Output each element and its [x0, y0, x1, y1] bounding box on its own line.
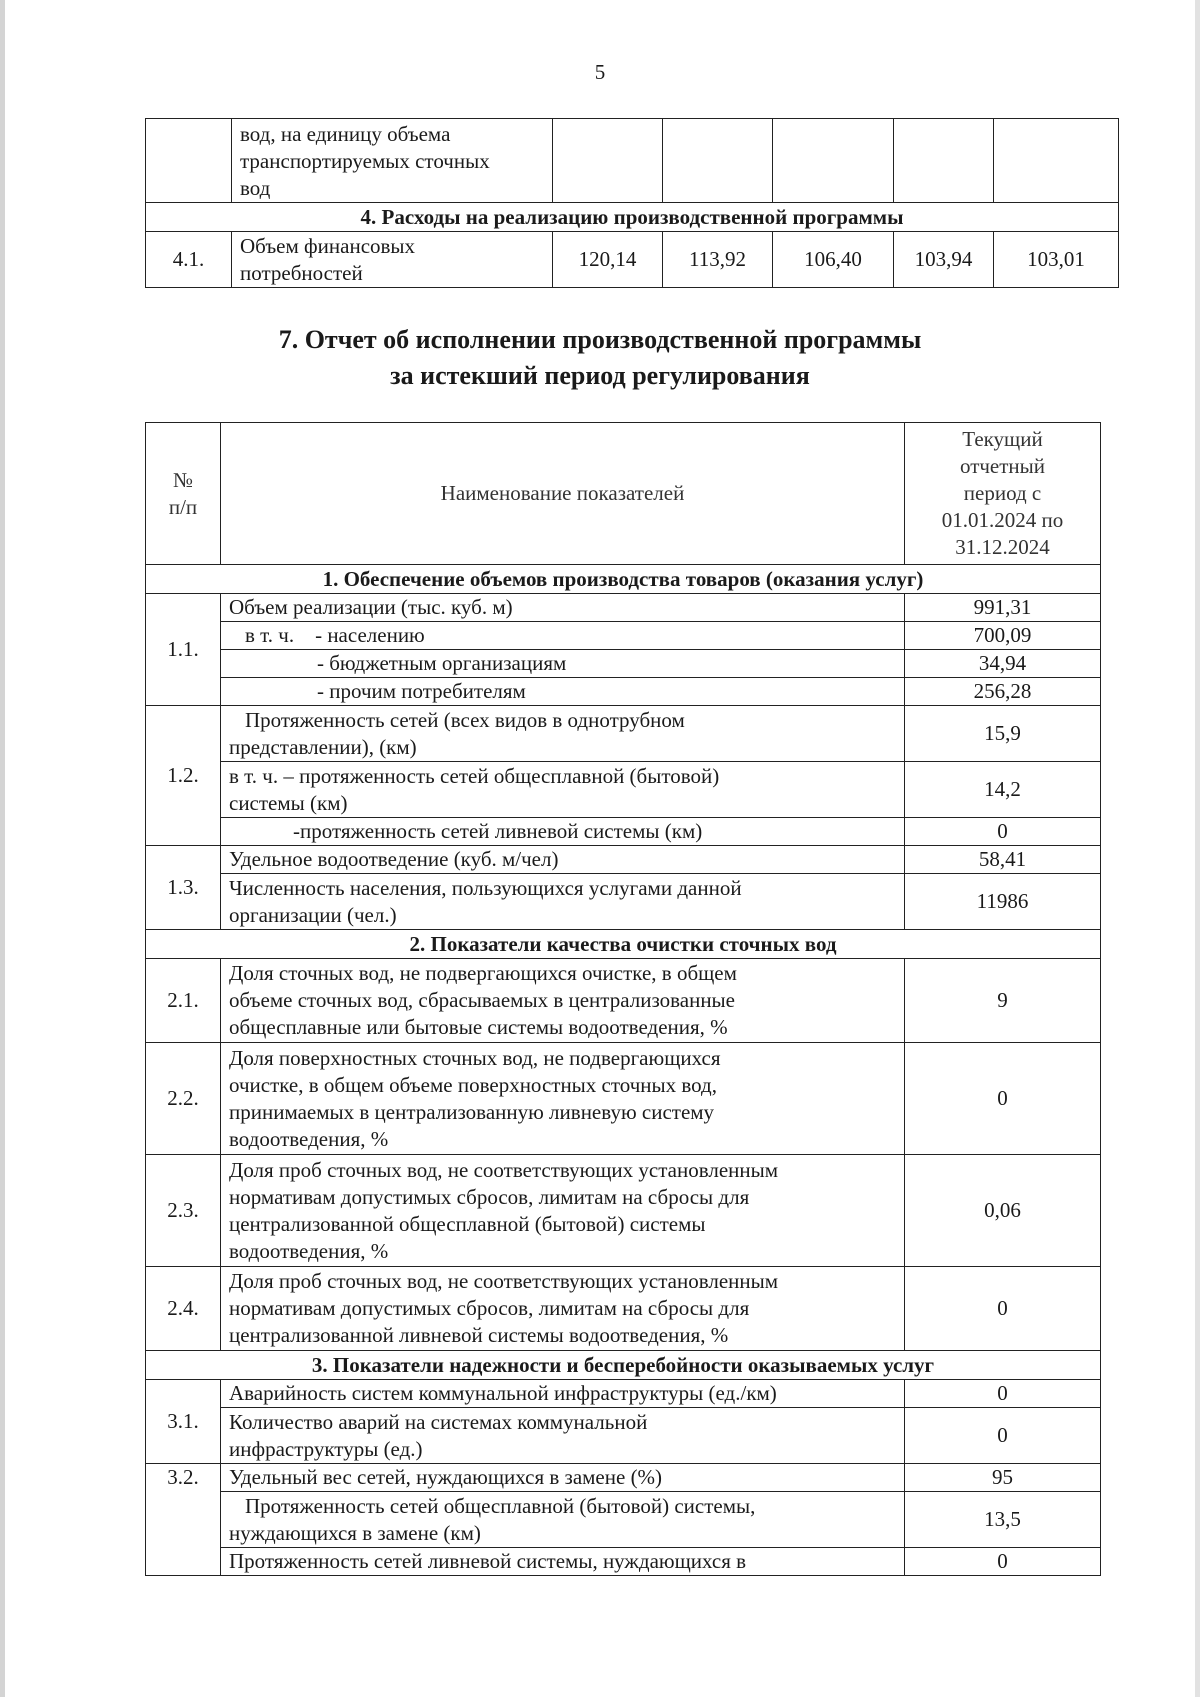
name-line: очистке, в общем объеме поверхностных сточных вод,	[229, 1072, 717, 1097]
indicator-value: 58,41	[905, 846, 1101, 874]
page-number: 5	[594, 60, 606, 84]
row-number: 4.1.	[146, 232, 232, 288]
indicator-name-cell	[232, 232, 553, 288]
value-cell: 103,01	[994, 232, 1119, 288]
indicator-name: Объем реализации (тыс. куб. м)	[221, 594, 905, 622]
indicator-value: 0	[905, 818, 1101, 846]
indicator-name	[221, 1043, 905, 1155]
name-line: вод	[240, 176, 271, 200]
name-line: организации (чел.)	[229, 902, 397, 927]
name-line: потребностей	[240, 260, 363, 285]
name-line: централизованной общесплавной (бытовой) системы	[229, 1211, 706, 1236]
section-heading: 3. Показатели надежности и бесперебойности оказываемых услуг	[146, 1351, 1101, 1380]
indicator-name: в т. ч. - населению	[221, 622, 905, 650]
header-line: 31.12.2024	[955, 535, 1050, 559]
table-row	[146, 1043, 1101, 1155]
header-line: п/п	[168, 494, 198, 519]
header-line: отчетный	[959, 454, 1046, 478]
name-line: Доля проб сточных вод, не соответствующих установленным	[229, 1157, 779, 1182]
production-program-table-continuation	[145, 118, 1119, 288]
table-row	[146, 1408, 1101, 1464]
indicator-value: 0	[905, 1043, 1101, 1155]
header-row	[146, 423, 1101, 565]
table-row	[146, 1380, 1101, 1408]
indicator-value: 95	[905, 1464, 1101, 1492]
row-number: 2.3.	[146, 1155, 221, 1267]
indicator-name-cell	[232, 119, 553, 203]
indicator-value: 700,09	[905, 622, 1101, 650]
section-heading: 1. Обеспечение объемов производства товаров (оказания услуг)	[146, 565, 1101, 594]
table-row	[146, 959, 1101, 1043]
row-number-cell	[146, 119, 232, 203]
name-line: нуждающихся в замене (км)	[229, 1520, 481, 1545]
indicator-name: Протяженность сетей ливневой системы, нуждающихся в	[221, 1548, 905, 1576]
table-row	[146, 706, 1101, 762]
name-line: Протяженность сетей общесплавной (бытовой) системы,	[245, 1493, 756, 1518]
name-line: объеме сточных вод, сбрасываемых в централизованные	[229, 988, 735, 1012]
indicator-name	[221, 1492, 905, 1548]
table-row	[146, 678, 1101, 706]
indicator-name: Удельное водоотведение (куб. м/чел)	[221, 846, 905, 874]
indicator-name	[221, 874, 905, 930]
value-cell	[663, 119, 773, 203]
name-line: централизованной ливневой системы водоотведения, %	[229, 1323, 729, 1347]
column-header-number	[146, 423, 221, 565]
table-row	[146, 622, 1101, 650]
table-row	[146, 1492, 1101, 1548]
row-number: 2.1.	[146, 959, 221, 1043]
section-heading: 4. Расходы на реализацию производственной программы	[146, 203, 1119, 232]
table-row	[146, 1548, 1101, 1576]
table-row	[146, 762, 1101, 818]
name-line: представлении), (км)	[229, 734, 417, 759]
indicator-value: 14,2	[905, 762, 1101, 818]
indicator-name: - прочим потребителям	[221, 678, 905, 706]
name-line: Протяженность сетей (всех видов в однотрубном	[245, 707, 685, 732]
name-line: Доля проб сточных вод, не соответствующих установленным	[229, 1269, 779, 1293]
value-cell	[553, 119, 663, 203]
scan-edge-right	[1195, 0, 1200, 1697]
header-line: Текущий	[962, 427, 1043, 451]
indicator-value: 34,94	[905, 650, 1101, 678]
section-heading: 2. Показатели качества очистки сточных вод	[146, 930, 1101, 959]
value-cell	[773, 119, 894, 203]
table-row	[146, 119, 1119, 203]
column-header-name: Наименование показателей	[221, 423, 905, 565]
row-number: 2.4.	[146, 1267, 221, 1351]
header-line: 01.01.2024 по	[941, 508, 1064, 532]
indicator-name	[221, 1408, 905, 1464]
indicator-name	[221, 1267, 905, 1351]
row-number: 1.1.	[146, 594, 221, 706]
indicator-name: - бюджетным организациям	[221, 650, 905, 678]
name-line: нормативам допустимых сбросов, лимитам на сбросы для	[229, 1184, 750, 1209]
table-row	[146, 874, 1101, 930]
name-line: нормативам допустимых сбросов, лимитам на сбросы для	[229, 1296, 750, 1320]
row-number: 1.2.	[146, 706, 221, 846]
row-number: 3.1.	[146, 1380, 221, 1464]
name-line: Численность населения, пользующихся услугами данной	[229, 875, 742, 900]
name-line: Объем финансовых	[240, 233, 416, 258]
name-line: общесплавные или бытовые системы водоотведения, %	[229, 1015, 728, 1039]
row-number: 3.2.	[146, 1464, 221, 1576]
indicator-value: 0	[905, 1548, 1101, 1576]
indicator-value: 13,5	[905, 1492, 1101, 1548]
indicator-name	[221, 762, 905, 818]
indicator-value: 0	[905, 1408, 1101, 1464]
table-row	[146, 1267, 1101, 1351]
report-table	[145, 422, 1101, 1576]
table-row	[146, 594, 1101, 622]
indicator-name: Аварийность систем коммунальной инфраструктуры (ед./км)	[221, 1380, 905, 1408]
name-line: инфраструктуры (ед.)	[229, 1436, 423, 1461]
table-row	[146, 818, 1101, 846]
value-cell: 113,92	[663, 232, 773, 288]
section-heading-row	[146, 1351, 1101, 1380]
name-line: водоотведения, %	[229, 1238, 389, 1263]
indicator-value: 15,9	[905, 706, 1101, 762]
indicator-name	[221, 706, 905, 762]
scan-edge-left	[0, 0, 5, 1697]
indicator-value: 11986	[905, 874, 1101, 930]
value-cell	[994, 119, 1119, 203]
row-number: 1.3.	[146, 846, 221, 930]
indicator-value: 0	[905, 1267, 1101, 1351]
indicator-name	[221, 1155, 905, 1267]
indicator-name	[221, 959, 905, 1043]
name-line: системы (км)	[229, 790, 348, 815]
header-line: период с	[963, 481, 1042, 505]
indicator-name: Удельный вес сетей, нуждающихся в замене (%)	[221, 1464, 905, 1492]
indicator-value: 256,28	[905, 678, 1101, 706]
table-row	[146, 846, 1101, 874]
indicator-value: 0	[905, 1380, 1101, 1408]
name-line: Доля сточных вод, не подвергающихся очистке, в общем	[229, 961, 737, 985]
header-line: №	[172, 467, 194, 492]
column-header-period	[905, 423, 1101, 565]
section-heading-row	[146, 203, 1119, 232]
value-cell: 120,14	[553, 232, 663, 288]
value-cell: 103,94	[894, 232, 994, 288]
value-cell	[894, 119, 994, 203]
name-line: принимаемых в централизованную ливневую систему	[229, 1099, 715, 1124]
name-line: Количество аварий на системах коммунальной	[229, 1409, 648, 1434]
table-row	[146, 1155, 1101, 1267]
section-heading-row	[146, 565, 1101, 594]
value-cell: 106,40	[773, 232, 894, 288]
name-line: Доля поверхностных сточных вод, не подвергающихся	[229, 1045, 721, 1070]
report-title-line: 7. Отчет об исполнении производственной программы	[278, 325, 922, 354]
indicator-value: 0,06	[905, 1155, 1101, 1267]
section-heading-row	[146, 930, 1101, 959]
table-row	[146, 232, 1119, 288]
table-row	[146, 1464, 1101, 1492]
row-number: 2.2.	[146, 1043, 221, 1155]
table-row	[146, 650, 1101, 678]
indicator-value: 991,31	[905, 594, 1101, 622]
name-line: в т. ч. – протяженность сетей общесплавной (бытовой)	[229, 763, 720, 788]
name-line: водоотведения, %	[229, 1126, 389, 1151]
name-line: транспортируемых сточных	[240, 149, 490, 173]
report-title-line: за истекший период регулирования	[390, 361, 810, 390]
report-title	[0, 322, 1200, 394]
name-line: вод, на единицу объема	[240, 122, 451, 146]
indicator-name: -протяженность сетей ливневой системы (км)	[221, 818, 905, 846]
indicator-value: 9	[905, 959, 1101, 1043]
